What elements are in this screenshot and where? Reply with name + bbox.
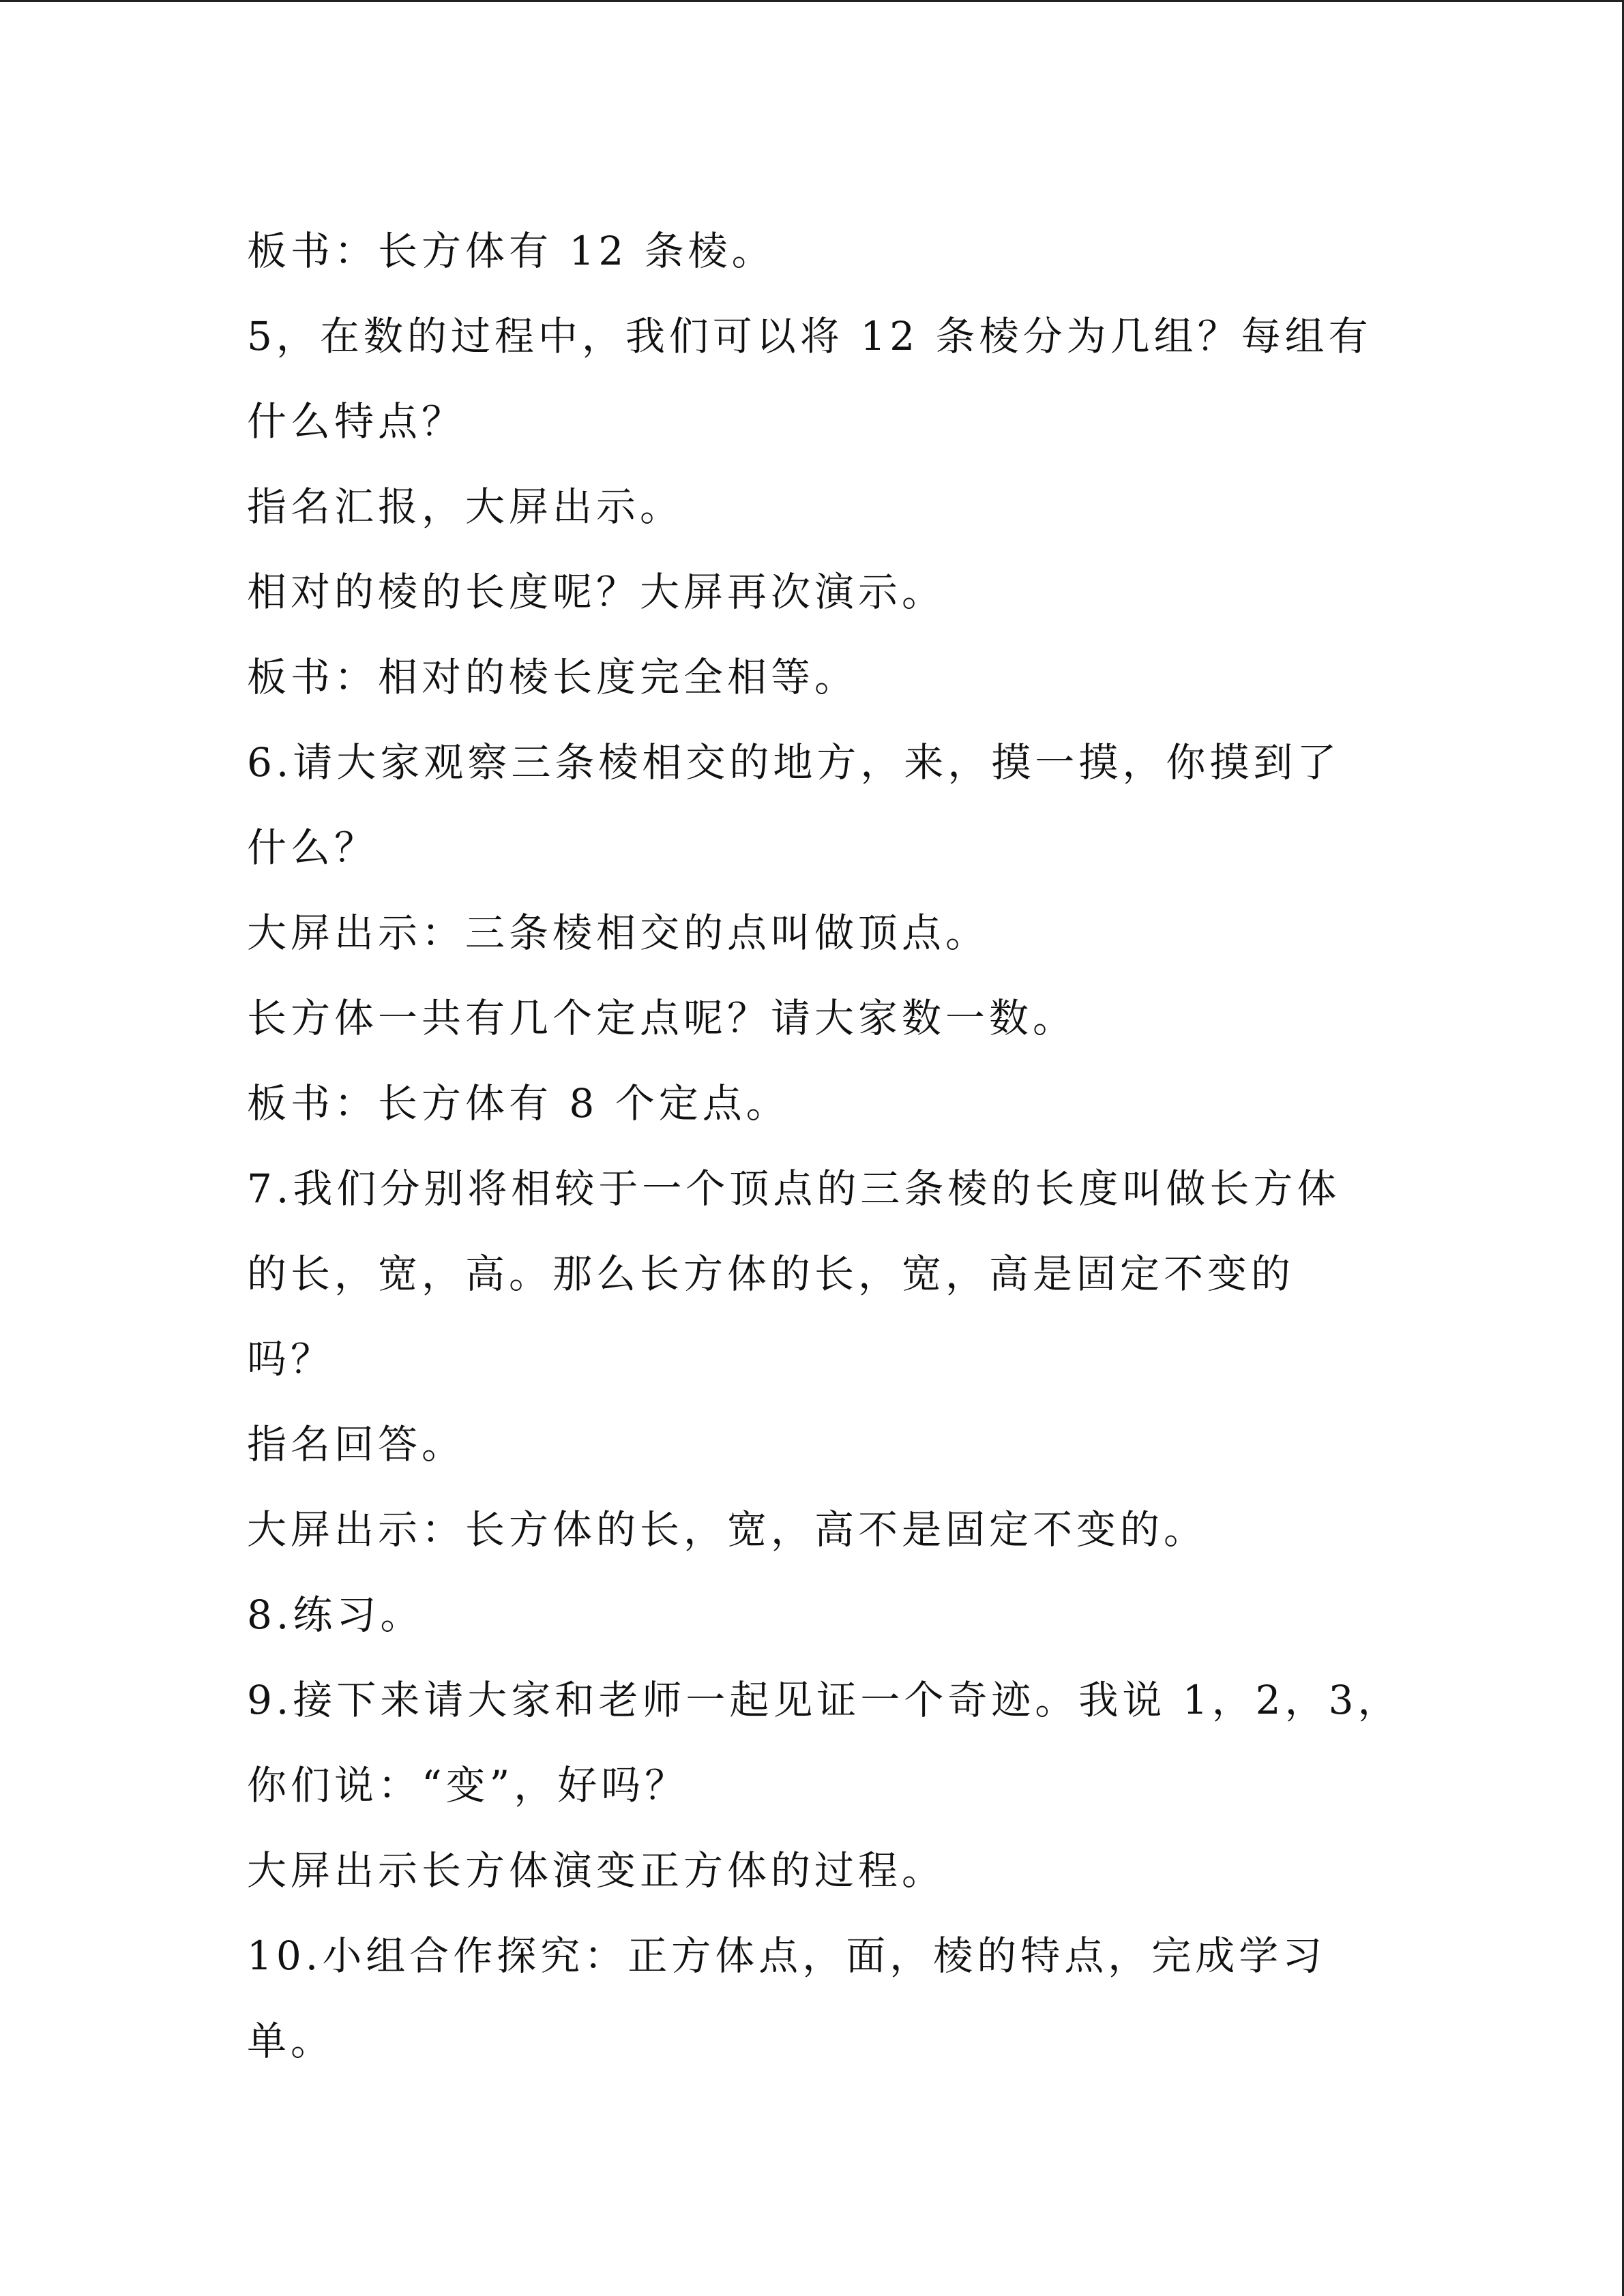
text-line-11: 板书：长方体有 8 个定点。: [247, 1080, 790, 1127]
text-line-2: 5，在数的过程中，我们可以将 12 条棱分为几组？每组有: [247, 313, 1372, 359]
text-line-20: 大屏出示长方体演变正方体的过程。: [247, 1847, 946, 1894]
text-line-3: 什么特点？: [247, 398, 466, 445]
text-line-19: 你们说：“变”，好吗？: [247, 1762, 689, 1808]
text-line-12: 7.我们分别将相较于一个顶点的三条棱的长度叫做长方体: [247, 1165, 1341, 1212]
text-line-4: 指名汇报，大屏出示。: [247, 483, 684, 530]
text-line-17: 8.练习。: [247, 1592, 424, 1638]
text-line-9: 大屏出示：三条棱相交的点叫做顶点。: [247, 910, 990, 956]
text-line-14: 吗？: [247, 1336, 335, 1382]
text-line-21: 10.小组合作探究：正方体点，面，棱的特点，完成学习: [247, 1933, 1327, 1979]
text-line-15: 指名回答。: [247, 1421, 466, 1467]
text-line-1: 板书：长方体有 12 条棱。: [247, 228, 776, 274]
document-body: [247, 209, 1402, 2084]
text-line-6: 板书：相对的棱长度完全相等。: [247, 654, 859, 700]
text-line-16: 大屏出示：长方体的长，宽，高不是固定不变的。: [247, 1506, 1208, 1553]
text-line-22: 单。: [247, 2018, 335, 2064]
text-line-10: 长方体一共有几个定点呢？请大家数一数。: [247, 995, 1077, 1041]
text-line-5: 相对的棱的长度呢？大屏再次演示。: [247, 569, 946, 615]
text-line-7: 6.请大家观察三条棱相交的地方，来，摸一摸，你摸到了: [247, 739, 1341, 786]
text-line-18: 9.接下来请大家和老师一起见证一个奇迹。我说 1，2，3，: [247, 1677, 1402, 1723]
text-line-13: 的长，宽，高。那么长方体的长，宽，高是固定不变的: [247, 1251, 1295, 1297]
text-line-8: 什么？: [247, 824, 379, 871]
